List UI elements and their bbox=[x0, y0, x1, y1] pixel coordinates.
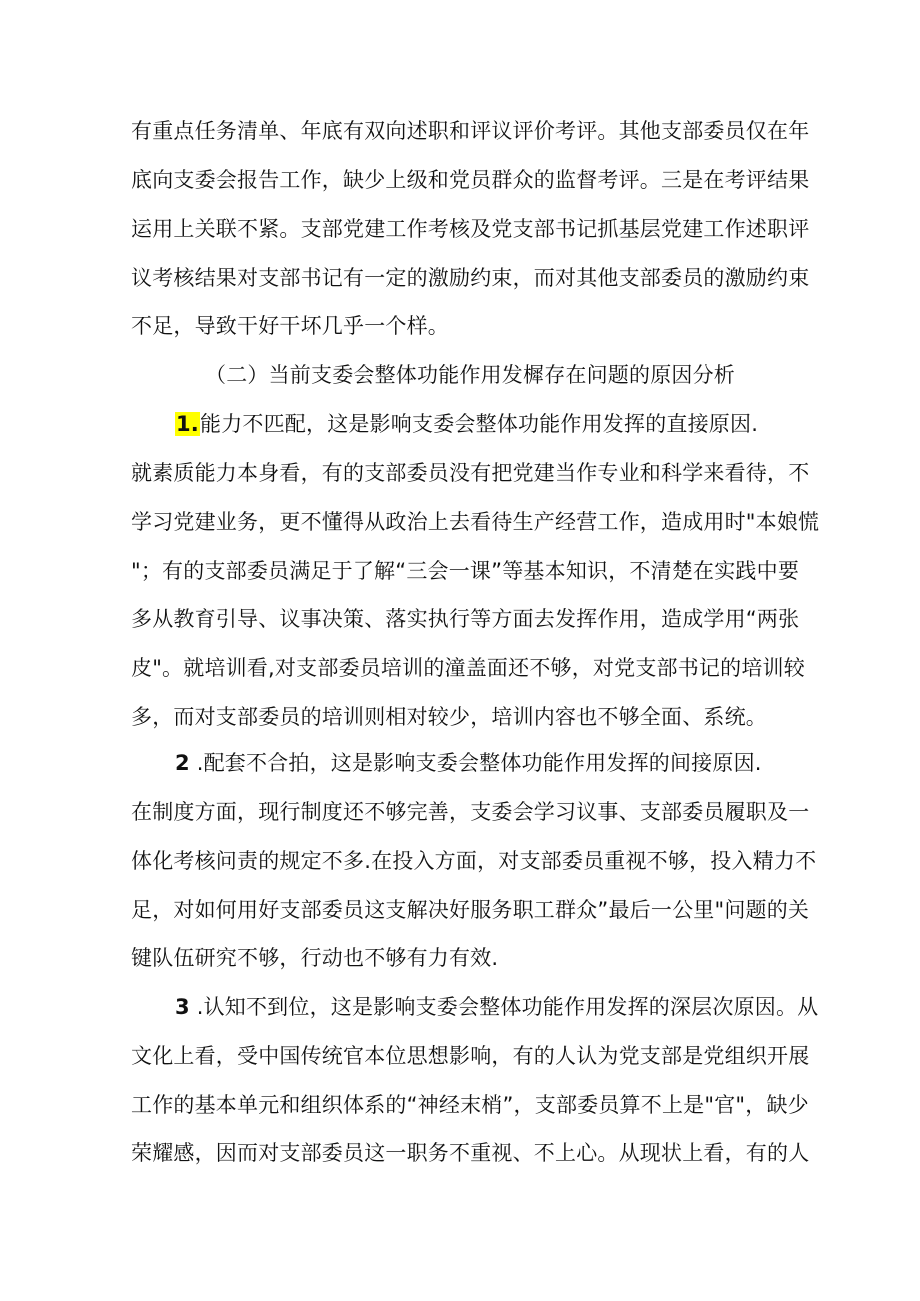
paragraph-line: 运用上关联不紧。支部党建工作考核及党支部书记抓基层党建工作述职评 bbox=[131, 217, 810, 241]
item2-line: 足，对如何用好支部委员这支解决好服务职工群众”最后一公里"问题的关 bbox=[131, 898, 810, 922]
item2-number: 2 bbox=[175, 751, 190, 775]
item2-line: 在制度方面，现行制度还不够完善，支委会学习议事、支部委员履职及一 bbox=[131, 800, 810, 824]
item1-line: 学习党建业务，更不懂得从政治上去看待生产经营工作，造成用时"本娘慌 bbox=[131, 510, 820, 534]
item3-line: 工作的基本单元和组织体系的“神经末梢”，支部委员算不上是"官"，缺少 bbox=[131, 1093, 809, 1117]
paragraph-line: 议考核结果对支部书记有一定的激励约束，而对其他支部委员的激励约束 bbox=[131, 266, 810, 290]
item1-number: 1. bbox=[176, 412, 199, 436]
item1-line: 多，而对支部委员的培训则相对较少，培训内容也不够全面、系统。 bbox=[131, 705, 767, 729]
item2-line: 键队伍研究不够，行动也不够有力有效. bbox=[131, 946, 499, 970]
item1-line: 多从教育引导、议事决策、落实执行等方面去发挥作用，造成学用“两张 bbox=[131, 607, 800, 631]
item1-line: 就素质能力本身看，有的支部委员没有把党建当作专业和科学来看待，不 bbox=[131, 461, 810, 485]
section-heading: （二）当前支委会整体功能作用发樨存在问题的原因分析 bbox=[205, 363, 735, 387]
item1-heading bbox=[175, 410, 758, 438]
item3-number: 3 bbox=[175, 995, 190, 1019]
item2-heading bbox=[175, 749, 762, 777]
paragraph-line: 底向支委会报告工作，缺少上级和党员群众的监督考评。三是在考评结果 bbox=[131, 168, 810, 192]
item2-title: .配套不合拍，这是影响支委会整体功能作用发挥的间接原因. bbox=[196, 751, 762, 775]
paragraph-line: 不足，导致干好干坏几乎一个样。 bbox=[131, 314, 449, 338]
item2-line: 体化考核问责的规定不多.在投入方面，对支部委员重视不够，投入精力不 bbox=[131, 849, 817, 873]
item3-heading bbox=[175, 993, 818, 1021]
item1-line: "；有的支部委员满足于了解“三会一课”等基本知识，不清楚在实践中要 bbox=[131, 559, 800, 583]
item1-line: 皮"。就培训看,对支部委员培训的潼盖面还不够，对党支部书记的培训较 bbox=[131, 656, 805, 680]
item3-first-line: .认知不到位，这是影响支委会整体功能作用发挥的深层次原因。从 bbox=[196, 995, 819, 1019]
paragraph-line: 有重点任务清单、年底有双向述职和评议评价考评。其他支部委员仅在年 bbox=[131, 119, 810, 143]
item3-line: 文化上看，受中国传统官本位思想影响，有的人认为党支部是党组织开展 bbox=[131, 1044, 810, 1068]
item3-line: 荣耀感，因而对支部委员这一职务不重视、不上心。从现状上看，有的人 bbox=[131, 1141, 810, 1165]
item1-title: 能力不匹配，这是影响支委会整体功能作用发挥的直接原因. bbox=[200, 412, 759, 436]
